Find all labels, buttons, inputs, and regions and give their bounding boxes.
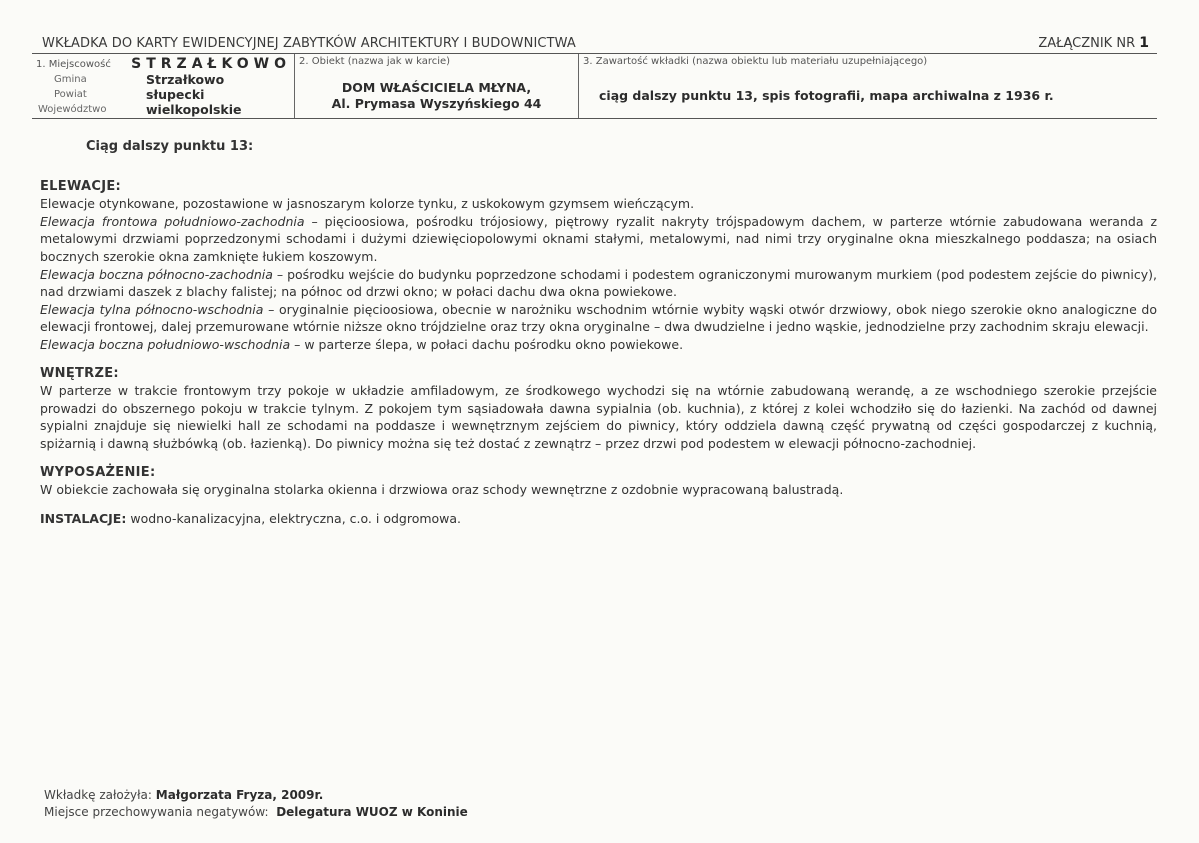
annex-label [1038,35,1149,51]
content-cell [583,56,1157,103]
powiat-label: Powiat [54,89,87,100]
author-value: Małgorzata Fryza, 2009r. [155,788,324,802]
front-elevation-text: – pięcioosiowa, pośrodku trójosiowy, piętrowy ryzalit nakryty trójspadowym dachem, w parterze wtórnie zabudowana weranda z metalowymi drzwiami poprzedzonymi schodami i dużymi dziewięciopolowymi oknami stałymi, metalowymi, nad nimi trzy oryginalne okna mieszkalnego poddasza; na osiach bocznych szerokie okna zamknięte łukiem koszowym. [40,213,1158,264]
object-cell [299,56,574,112]
location-label: 1. Miejscowość [36,58,111,70]
content-value: ciąg dalszy punktu 13, spis fotografii, mapa archiwalna z 1936 r. [599,88,1054,103]
front-elevation-title: Elewacja frontowa południowo-zachodnia [40,213,305,229]
annex-text: ZAŁĄCZNIK NR [1038,36,1136,51]
document-body [40,138,1157,527]
annex-number: 1 [1139,35,1149,51]
document-title: WKŁADKA DO KARTY EWIDENCYJNEJ ZABYTKÓW ARCHITEKTURY I BUDOWNICTWA [42,36,576,51]
divider [578,54,579,118]
continuation-title: Ciąg dalszy punktu 13: [86,139,254,154]
storage-line [44,804,468,821]
rear-text: – oryginalnie pięcioosiowa, obecnie w narożniku wschodnim wtórnie wybity wąski otwór drzwiowy, obok niego szerokie okno analogiczne do elewacji frontowej, dalej przemurowane wtórnie niższe okno trójdzielne oraz trzy okna oryginalne – dwa dwudzielne i jedno wąskie, jednodzielne przy zachodnim skraju elewacji. [40,301,1157,335]
equipment-text: W obiekcie zachowała się oryginalna stolarka okienna i drzwiowa oraz schody wewnętrzne z ozdobnie wypracowaną balustradą. [40,482,844,498]
side-sw-title: Elewacja boczna południowo-wschodnia [40,336,291,352]
side-nw-title: Elewacja boczna północno-zachodnia [40,266,273,282]
gmina-label: Gmina [54,74,87,85]
location-cell [36,56,291,117]
elevations-heading: ELEWACJE: [40,178,122,194]
side-sw-text: – w parterze ślepa, w połaci dachu pośrodku okno powiekowe. [290,336,684,352]
author-label: Wkładkę założyła: [44,788,152,802]
powiat-value: słupecki [146,87,205,102]
front-elevation [40,213,1157,266]
storage-value: Delegatura WUOZ w Koninie [276,805,468,819]
author-line [44,787,468,804]
side-nw-text: – pośrodku wejście do budynku poprzedzone schodami i podestem ograniczonymi murowanym murkiem (pod podestem zejście do piwnicy), nad drzwiami daszek z blachy falistej; na północ od drzwi okno; w połaci dachu dwa okna powiekowe. [40,266,1157,300]
storage-label: Miejsce przechowywania negatywów: [44,805,269,819]
object-name: DOM WŁAŚCICIELA MŁYNA, [341,80,532,95]
side-nw-elevation [40,266,1157,301]
rear-title: Elewacja tylna północno-wschodnia [40,301,264,317]
voivodeship-label: Województwo [38,104,107,115]
interior-text: W parterze w trakcie frontowym trzy pokoje w układzie amfiladowym, ze środkowego wychodzi się na wtórnie zabudowaną werandę, a ze wschodniego szerokie przejście prowadzi do obszernego pokoju w trakcie tylnym. Z pokojem tym sąsiadowała dawna sypialnia (ob. kuchnia), z której z kolei wchodziło się do łazienki. Na zachód od dawnej sypialni znajduje się niewielki hall ze schodami na poddasze i wewnętrznym zejściem do piwnicy, który oddziela dawną część prywatną od części gospodarczej z kuchnią, spiżarnią i dawną służbówką (ob. łazienką). Do piwnicy można się też dostać z zewnątrz – przez drzwi pod podestem w elewacji północno-zachodniej. [40,383,1157,451]
content-label: 3. Zawartość wkładki (nazwa obiektu lub materiału uzupełniającego) [583,56,928,67]
installations [40,510,1157,528]
rear-elevation [40,301,1157,336]
installations-heading: INSTALACJE: [40,510,127,526]
gmina-value: Strzałkowo [146,72,225,87]
header-table [32,54,1157,119]
town-name: STRZAŁKOWO [131,56,291,72]
installations-text: wodno-kanalizacyjna, elektryczna, c.o. i odgromowa. [130,510,462,526]
object-address: Al. Prymasa Wyszyńskiego 44 [331,96,542,111]
side-sw-elevation [40,336,1157,354]
voivodeship-value: wielkopolskie [146,102,242,117]
equipment-heading: WYPOSAŻENIE: [40,464,156,480]
object-label: 2. Obiekt (nazwa jak w karcie) [299,56,451,67]
divider [294,54,295,118]
footer [44,787,468,821]
interior-heading: WNĘTRZE: [40,365,119,381]
elevations-intro: Elewacje otynkowane, pozostawione w jasnoszarym kolorze tynku, z uskokowym gzymsem wieńczącym. [40,196,695,212]
